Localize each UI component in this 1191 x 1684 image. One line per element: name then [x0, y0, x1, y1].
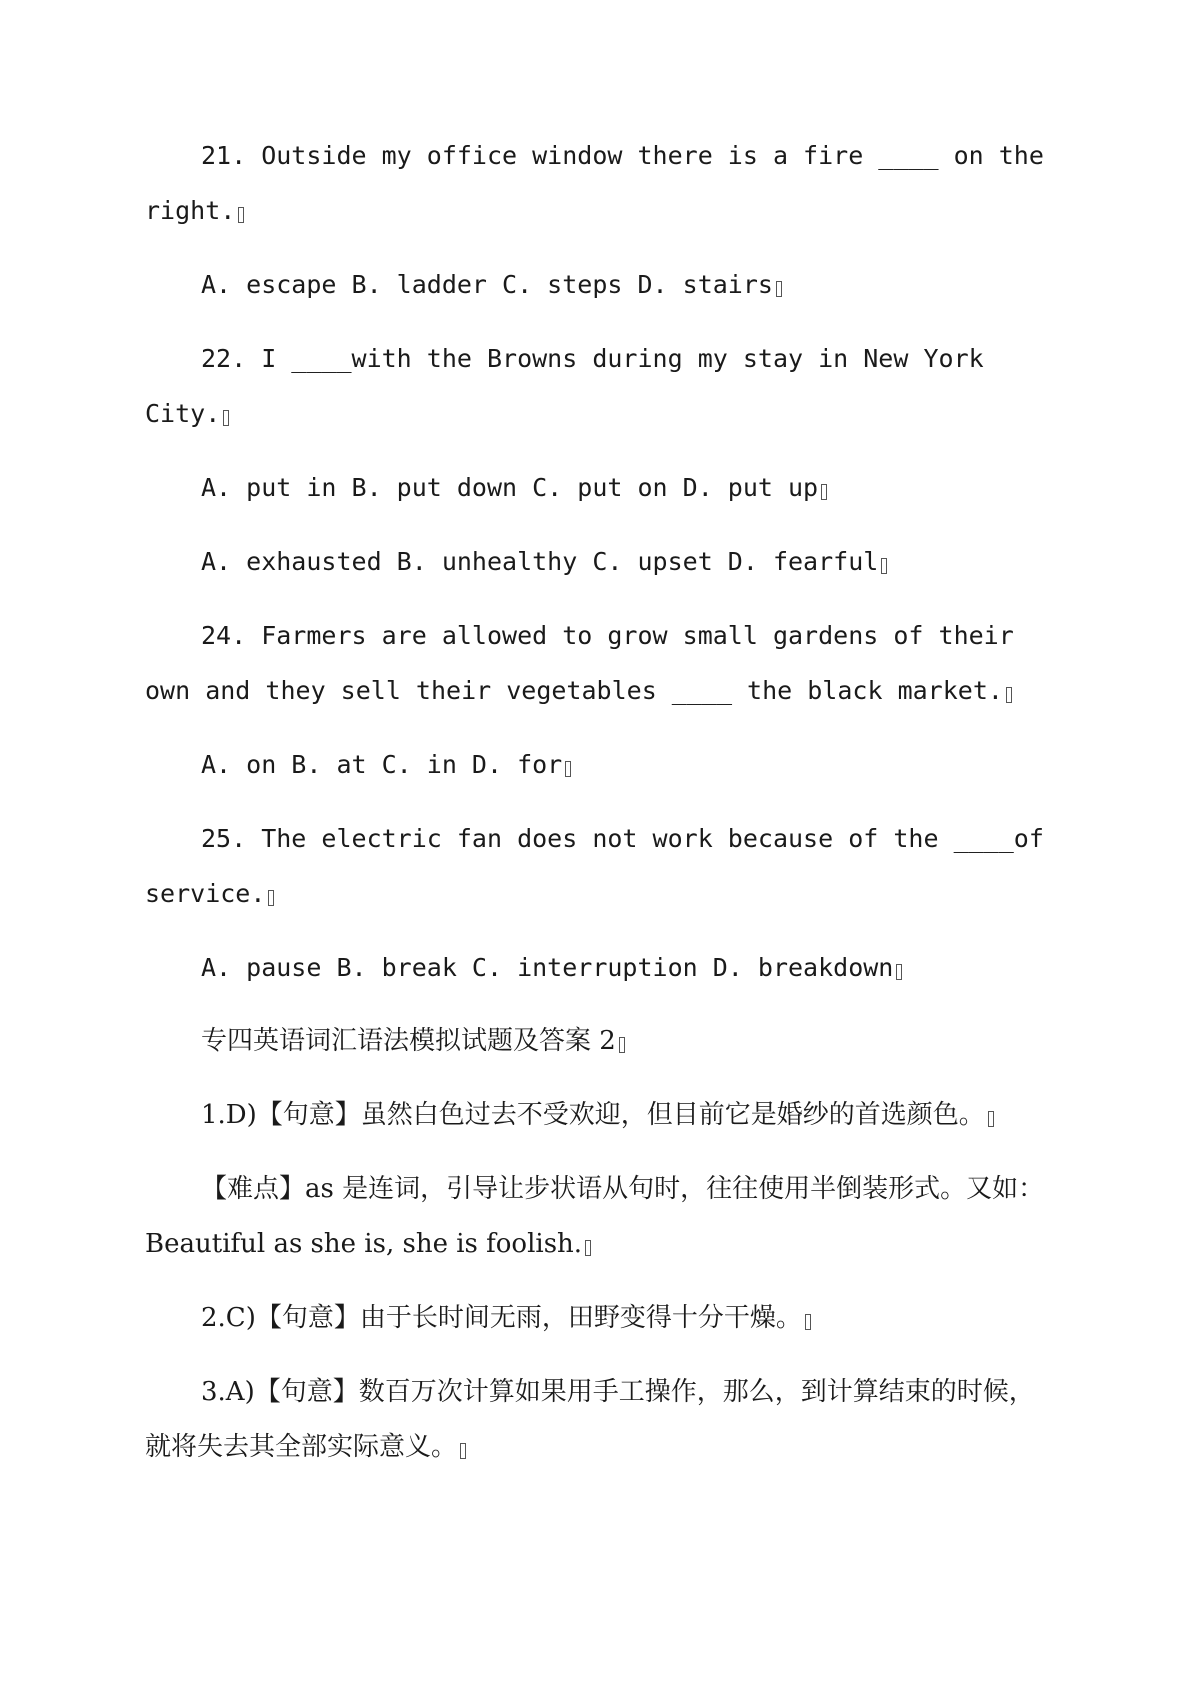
- paragraph-mark-icon: [585, 1240, 591, 1256]
- paragraph-mark-icon: [223, 410, 229, 426]
- options-text: A. on B. at C. in D. for: [201, 750, 563, 779]
- paragraph-mark-icon: [268, 890, 274, 906]
- paragraph-mark-icon: [988, 1111, 994, 1127]
- options-text: A. pause B. break C. interruption D. breakdown: [201, 953, 894, 982]
- options-21: [145, 257, 1045, 312]
- answer-text: 2.C)【句意】由于长时间无雨，田野变得十分干燥。: [201, 1303, 802, 1333]
- answer-text: 1.D)【句意】虽然白色过去不受欢迎，但目前它是婚纱的首选颜色。: [201, 1100, 985, 1130]
- paragraph-mark-icon: [460, 1443, 466, 1459]
- options-23: [145, 534, 1045, 589]
- answer-text: 3.A)【句意】数百万次计算如果用手工操作，那么，到计算结束的时候，就将失去其全部实际意义。: [145, 1377, 1035, 1462]
- options-24: [145, 737, 1045, 792]
- question-22: [145, 331, 1045, 441]
- paragraph-mark-icon: [776, 281, 782, 297]
- section-heading: [145, 1014, 1045, 1069]
- question-text: 21. Outside my office window there is a fire ____ on the right.: [145, 141, 1059, 225]
- paragraph-mark-icon: [881, 558, 887, 574]
- document-page: [145, 128, 1059, 1494]
- question-text: 24. Farmers are allowed to grow small gardens of their own and they sell their vegetables ____ the black market.: [145, 621, 1029, 705]
- paragraph-mark-icon: [238, 207, 244, 223]
- paragraph-mark-icon: [821, 484, 827, 500]
- options-text: A. escape B. ladder C. steps D. stairs: [201, 270, 773, 299]
- answer-1: [145, 1088, 1045, 1143]
- paragraph-mark-icon: [805, 1314, 811, 1330]
- question-25: [145, 811, 1059, 921]
- question-text: 25. The electric fan does not work because of the ____of service.: [145, 824, 1059, 908]
- answer-1-note: [145, 1162, 1045, 1272]
- options-text: A. exhausted B. unhealthy C. upset D. fearful: [201, 547, 879, 576]
- question-text: 22. I ____with the Browns during my stay in New York City.: [145, 344, 999, 428]
- note-text: 【难点】as 是连词，引导让步状语从句时，往往使用半倒装形式。又如：Beautiful as she is, she is foolish.: [145, 1174, 1045, 1259]
- question-21: [145, 128, 1059, 238]
- options-25: [145, 940, 1045, 995]
- question-24: [145, 608, 1045, 718]
- paragraph-mark-icon: [565, 761, 571, 777]
- heading-text: 专四英语词汇语法模拟试题及答案 2: [201, 1026, 616, 1056]
- paragraph-mark-icon: [1006, 687, 1012, 703]
- options-22: [145, 460, 1045, 515]
- options-text: A. put in B. put down C. put on D. put up: [201, 473, 819, 502]
- answer-3: [145, 1365, 1045, 1475]
- paragraph-mark-icon: [896, 964, 902, 980]
- paragraph-mark-icon: [619, 1037, 625, 1053]
- answer-2: [145, 1291, 1045, 1346]
